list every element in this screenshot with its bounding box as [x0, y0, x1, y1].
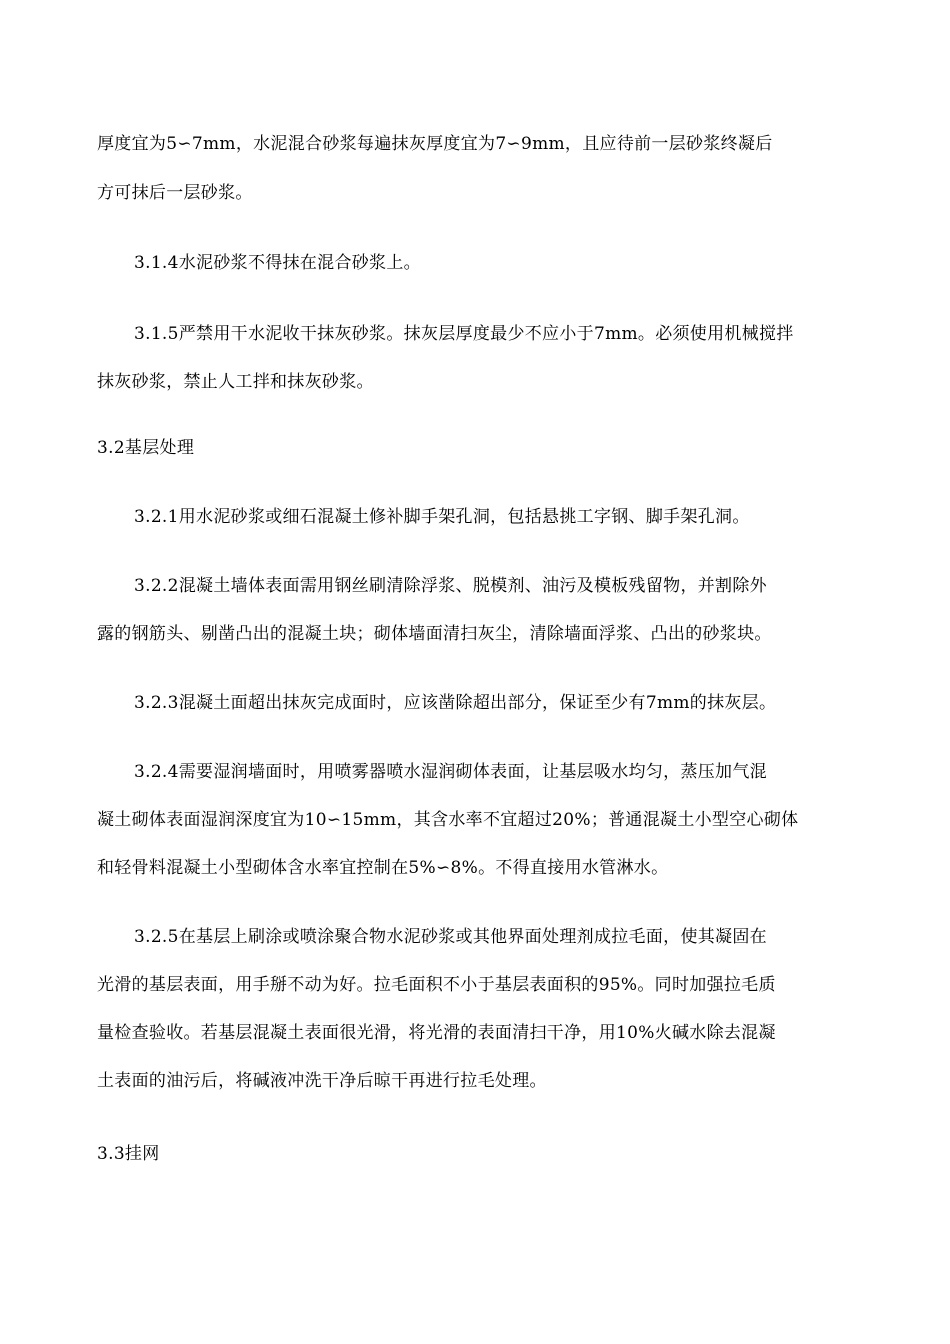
- text-line: 量检查验收。若基层混凝土表面很光滑，将光滑的表面清扫干净，用10%火碱水除去混凝: [97, 1023, 776, 1043]
- text-line: 光滑的基层表面，用手掰不动为好。拉毛面积不小于基层表面积的95%。同时加强拉毛质: [97, 975, 776, 995]
- clause-3-2-3: 3.2.3混凝土面超出抹灰完成面时，应该凿除超出部分，保证至少有7mm的抹灰层。: [134, 693, 777, 713]
- text-line: 抹灰砂浆，禁止人工拌和抹灰砂浆。: [97, 372, 374, 392]
- clause-3-2-1: 3.2.1用水泥砂浆或细石混凝土修补脚手架孔洞，包括悬挑工字钢、脚手架孔洞。: [134, 507, 750, 527]
- text-line: 和轻骨料混凝土小型砌体含水率宜控制在5%∽8%。不得直接用水管淋水。: [97, 858, 669, 878]
- clause-3-2-4: 3.2.4需要湿润墙面时，用喷雾器喷水湿润砌体表面，让基层吸水均匀，蒸压加气混: [134, 762, 767, 782]
- text-line: 厚度宜为5∽7mm，水泥混合砂浆每遍抹灰厚度宜为7∽9mm，且应待前一层砂浆终凝后: [97, 134, 773, 154]
- text-line: 露的钢筋头、剔凿凸出的混凝土块；砌体墙面清扫灰尘，清除墙面浮浆、凸出的砂浆块。: [97, 624, 772, 644]
- text-line: 凝土砌体表面湿润深度宜为10∽15mm，其含水率不宜超过20%；普通混凝土小型空心砌体: [97, 810, 799, 830]
- section-heading-3-2: 3.2基层处理: [97, 438, 195, 458]
- clause-3-1-5: 3.1.5严禁用干水泥收干抹灰砂浆。抹灰层厚度最少不应小于7mm。必须使用机械搅拌: [134, 324, 794, 344]
- text-line: 方可抹后一层砂浆。: [97, 183, 253, 203]
- clause-3-1-4: 3.1.4水泥砂浆不得抹在混合砂浆上。: [134, 253, 421, 273]
- section-heading-3-3: 3.3挂网: [97, 1144, 160, 1164]
- text-line: 土表面的油污后，将碱液冲洗干净后晾干再进行拉毛处理。: [97, 1071, 547, 1091]
- clause-3-2-5: 3.2.5在基层上刷涂或喷涂聚合物水泥砂浆或其他界面处理剂成拉毛面，使其凝固在: [134, 927, 767, 947]
- clause-3-2-2: 3.2.2混凝土墙体表面需用钢丝刷清除浮浆、脱模剂、油污及模板残留物，并割除外: [134, 576, 767, 596]
